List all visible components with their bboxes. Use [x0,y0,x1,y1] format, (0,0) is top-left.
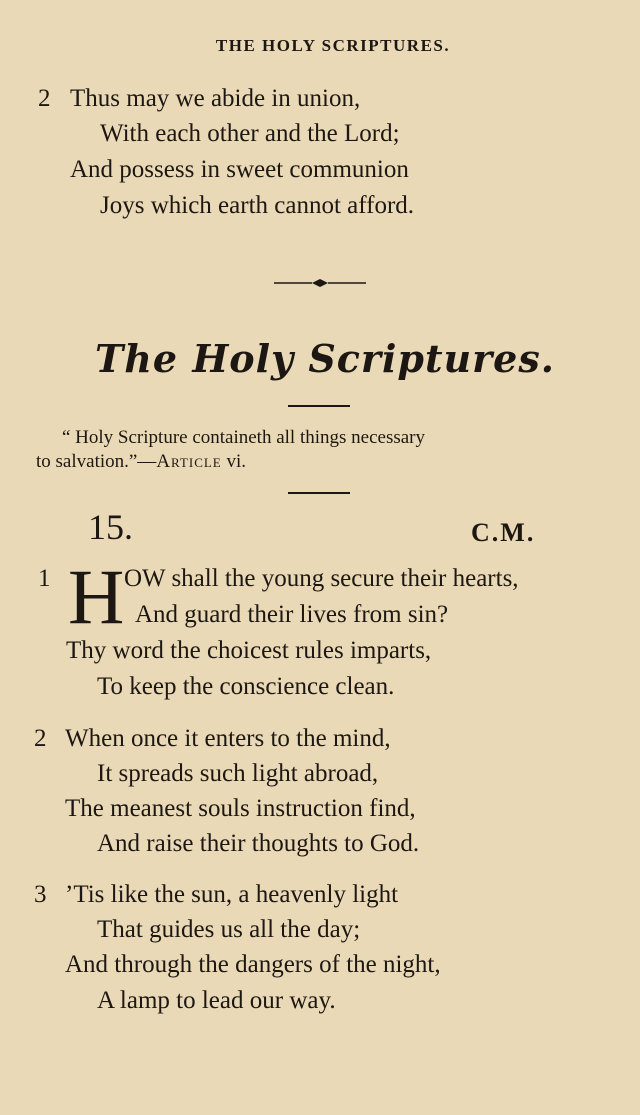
verse-number: 3 [34,881,47,908]
verse-line: And raise their thoughts to God. [97,830,420,857]
verse-line: A lamp to lead our way. [97,987,336,1014]
running-head: THE HOLY SCRIPTURES. [215,36,451,55]
epigraph-rule [288,492,350,494]
verse-line: OW shall the young secure their hearts, [124,565,519,592]
verse-line: To keep the conscience clean. [97,673,395,700]
divider-ornament-icon [274,277,366,289]
hymn-number: 15. [88,507,133,547]
prev-verse-line: Thus may we abide in union, [70,85,361,112]
prev-verse-number: 2 [38,85,51,112]
verse-line: And through the dangers of the night, [65,951,441,978]
epigraph-source-number: vi. [226,451,247,472]
verse-line: The meanest souls instruction find, [65,795,416,822]
verse-line: It spreads such light abroad, [97,760,379,787]
verse-number: 2 [34,725,47,752]
prev-verse-line: With each other and the Lord; [100,120,400,147]
epigraph-line [36,450,246,473]
verse-line: That guides us all the day; [97,916,361,943]
verse-line: ’Tis like the sun, a heavenly light [65,881,399,908]
hymn-meter: C.M. [471,518,536,547]
verse-line: And guard their lives from sin? [135,601,449,628]
verse-number: 1 [38,565,51,592]
title-rule [288,405,350,407]
section-title: The Holy Scriptures. [95,336,555,381]
verse-line: Thy word the choicest rules imparts, [66,637,432,664]
epigraph-source: Article [156,451,222,472]
prev-verse-line: And possess in sweet communion [70,156,409,183]
prev-verse-line: Joys which earth cannot afford. [100,192,415,219]
epigraph-text: to salvation.”— [36,451,157,472]
epigraph-line: “ Holy Scripture containeth all things necessary [62,427,426,448]
verse-line: When once it enters to the mind, [65,725,391,752]
drop-capital: H [68,553,125,640]
